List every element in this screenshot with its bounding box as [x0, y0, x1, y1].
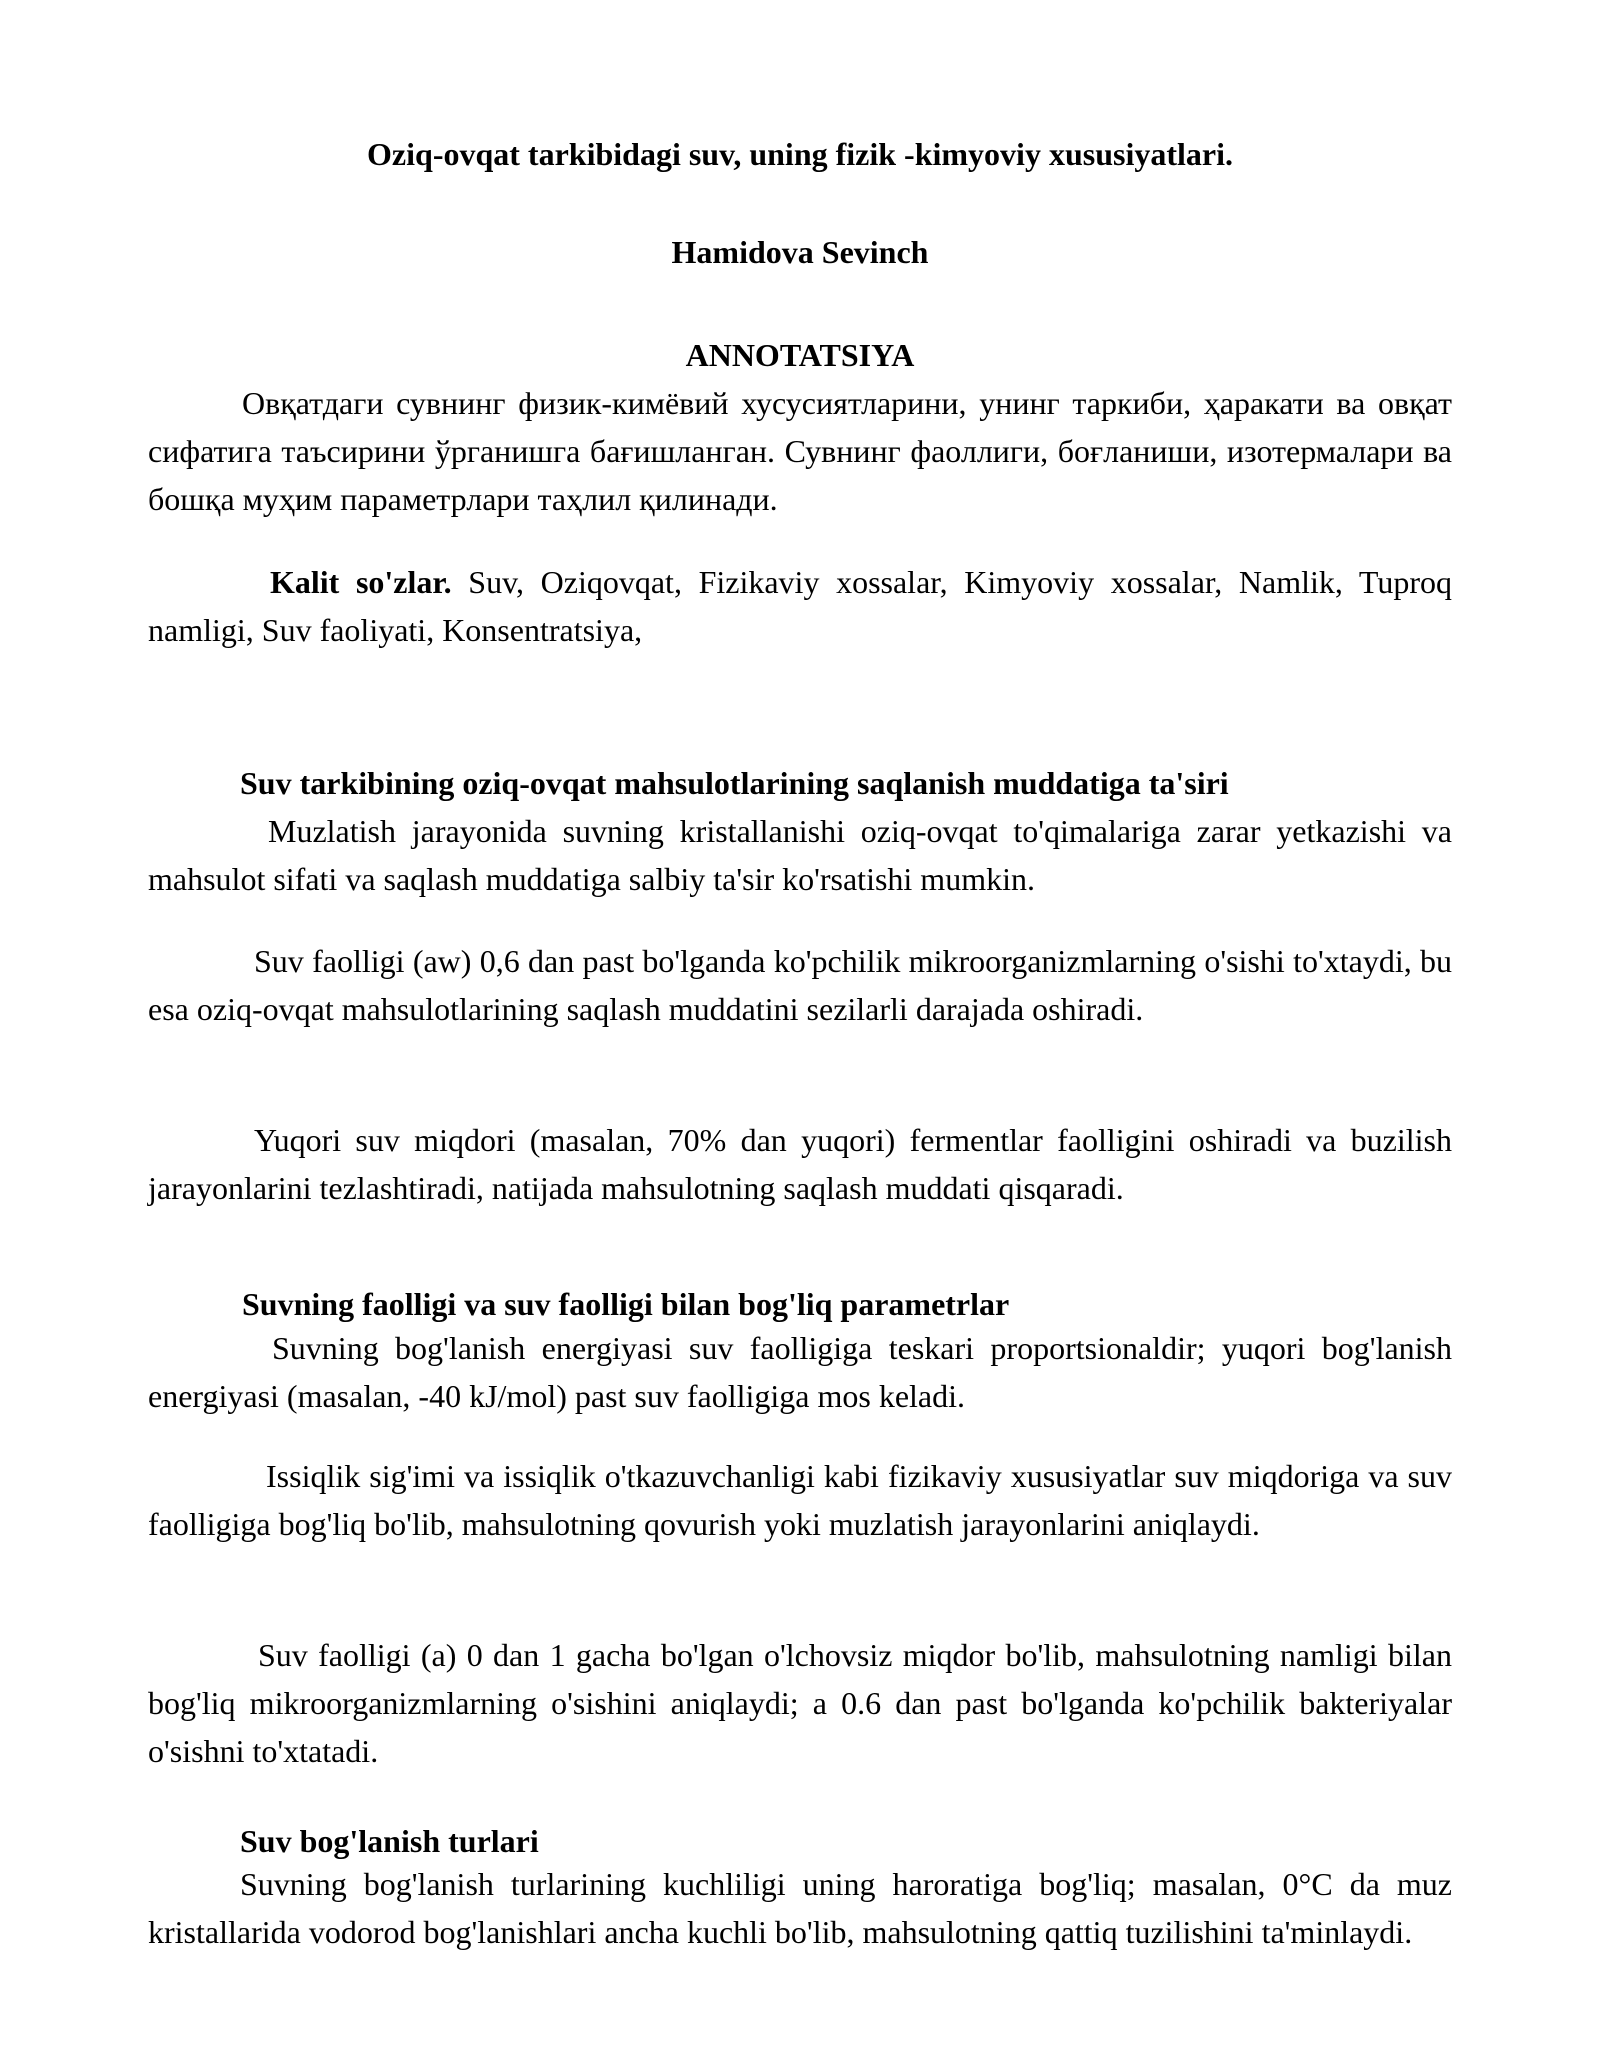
- section-heading: Suv bog'lanish turlari: [240, 1823, 539, 1859]
- section-heading: Suv tarkibining oziq-ovqat mahsulotlarining saqlanish muddatiga ta'siri: [240, 765, 1229, 801]
- section-paragraph: Yuqori suv miqdori (masalan, 70% dan yuqori) fermentlar faolligini oshiradi va buzilish jarayonlarini tezlashtiradi, natijada mahsulotning saqlash muddati qisqaradi.: [148, 1122, 1452, 1206]
- keywords-label: Kalit so'zlar.: [270, 564, 452, 600]
- section-paragraph: Muzlatish jarayonida suvning kristallanishi oziq-ovqat to'qimalariga zarar yetkazishi va mahsulot sifati va saqlash muddatiga salbiy ta'sir ko'rsatishi mumkin.: [148, 813, 1452, 897]
- section-paragraph: Issiqlik sig'imi va issiqlik o'tkazuvchanligi kabi fizikaviy xususiyatlar suv miqdoriga va suv faolligiga bog'liq bo'lib, mahsulotning qovurish yoki muzlatish jarayonlarini aniqlaydi.: [148, 1458, 1452, 1542]
- keywords-text: Suv, Oziqovqat, Fizikaviy xossalar, Kimyoviy xossalar, Namlik, Tuproq namligi, Suv faoliyati, Konsentratsiya,: [148, 564, 1453, 648]
- annotation-text: Овқатдаги сувнинг физик-кимёвий хусусиятларини, унинг таркиби, ҳаракати ва овқат сифатига таъсирини ўрганишга бағишланган. Сувнинг фаоллиги, боғланиши, изотермалари ва бошқа муҳим параметрлари таҳлил қилинади.: [148, 385, 1452, 517]
- keywords-paragraph: [148, 558, 1452, 654]
- document-title: Oziq-ovqat tarkibidagi suv, uning fizik -kimyoviy xususiyatlari.: [367, 136, 1233, 172]
- author-name: Hamidova Sevinch: [671, 234, 929, 270]
- section-paragraph: Suv faolligi (a) 0 dan 1 gacha bo'lgan o'lchovsiz miqdor bo'lib, mahsulotning namligi bilan bog'liq mikroorganizmlarning o'sishini aniqlaydi; a 0.6 dan past bo'lganda ko'pchilik bakteriyalar o'sishni to'xtatadi.: [148, 1637, 1452, 1769]
- section-paragraph: Suvning bog'lanish turlarining kuchliligi uning haroratiga bog'liq; masalan, 0°C da muz kristallarida vodorod bog'lanishlari ancha kuchli bo'lib, mahsulotning qattiq tuzilishini ta'minlaydi.: [148, 1866, 1452, 1950]
- section-paragraph: Suvning bog'lanish energiyasi suv faolligiga teskari proportsionaldir; yuqori bog'lanish energiyasi (masalan, -40 kJ/mol) past suv faolligiga mos keladi.: [148, 1330, 1452, 1414]
- annotation-heading: ANNOTATSIYA: [685, 337, 915, 373]
- section-heading: Suvning faolligi va suv faolligi bilan bog'liq parametrlar: [242, 1286, 1010, 1322]
- section-paragraph: Suv faolligi (aw) 0,6 dan past bo'lganda ko'pchilik mikroorganizmlarning o'sishi to'xtaydi, bu esa oziq-ovqat mahsulotlarining saqlash muddatini sezilarli darajada oshiradi.: [148, 943, 1452, 1027]
